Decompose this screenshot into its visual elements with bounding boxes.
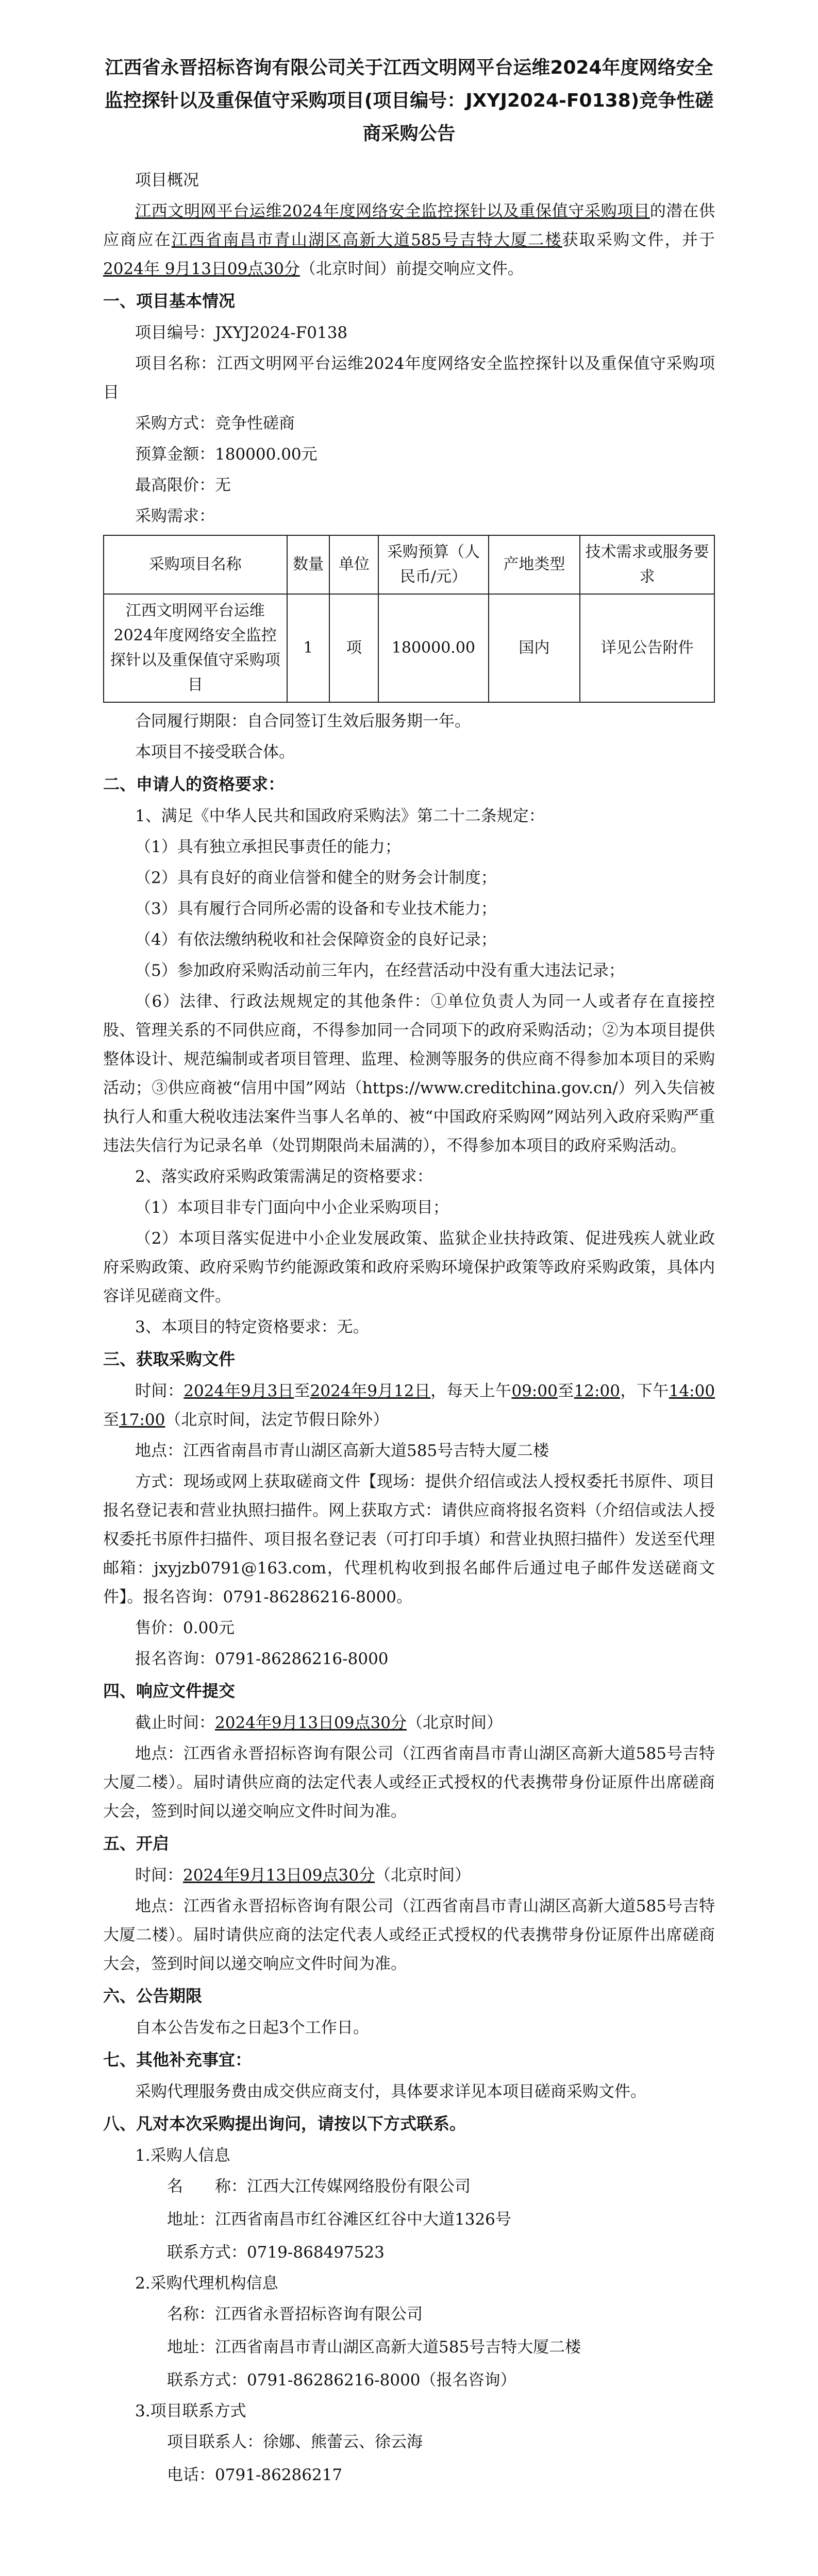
supplementary-info: 采购代理服务费由成交供应商支付，具体要求详见本项目磋商采购文件。	[135, 2082, 646, 2101]
requirements-table	[103, 535, 715, 703]
agent-address: 地址：江西省南昌市青山湖区高新大道585号吉特大厦二楼	[167, 2338, 581, 2357]
table-cell: 180000.00	[378, 594, 488, 702]
opening-time-a: 时间：	[135, 1866, 183, 1885]
table-header-cell: 数量	[287, 535, 330, 594]
section-5-heading: 五、开启	[103, 1834, 170, 1853]
qualification-1: 1、满足《中华人民共和国政府采购法》第二十二条规定：	[135, 807, 545, 825]
qualification-2a: （1）本项目非专门面向中小企业采购项目；	[135, 1198, 449, 1217]
table-cell: 江西文明网平台运维2024年度网络安全监控探针以及重保值守采购项目	[104, 594, 287, 702]
contact-people: 项目联系人：徐娜、熊蕾云、徐云海	[167, 2433, 423, 2451]
document-price: 售价：0.00元	[135, 1619, 235, 1637]
table-header-cell: 产地类型	[489, 535, 580, 594]
budget-amount: 预算金额：180000.00元	[135, 445, 318, 464]
table-cell: 国内	[489, 594, 580, 702]
table-header-cell: 技术需求或服务要求	[580, 535, 714, 594]
overview-label: 项目概况	[135, 171, 199, 190]
table-header-row	[104, 535, 714, 594]
acquire-time-k: 至	[103, 1411, 119, 1429]
qualification-3: 3、本项目的特定资格要求：无。	[135, 1318, 369, 1336]
consortium-note: 本项目不接受联合体。	[135, 743, 295, 761]
deadline-date: 2024年9月13日09点30分	[215, 1714, 407, 1732]
opening-time-c: （北京时间）	[374, 1866, 471, 1885]
overview-deadline: 2024年 9月13日09点30分	[103, 260, 300, 278]
overview-text	[103, 197, 715, 283]
needs-label: 采购需求：	[135, 507, 215, 526]
procurement-method: 采购方式：竞争性磋商	[135, 414, 295, 433]
acquire-time-c: 至	[294, 1382, 310, 1400]
section-7-heading: 七、其他补充事宜：	[103, 2050, 252, 2070]
table-cell: 项	[329, 594, 378, 702]
acquire-time-g: 至	[557, 1382, 574, 1400]
opening-place: 地点：江西省永晋招标咨询有限公司（江西省南昌市青山湖区高新大道585号吉特大厦二楼）。届时请供应商的法定代表人或经正式授权的代表携带身份证原件出席磋商大会，签到时间以递交响应文件时间为准。	[103, 1897, 715, 1973]
section-6-heading: 六、公告期限	[103, 1986, 203, 2006]
buyer-phone: 联系方式：0719-868497523	[167, 2243, 385, 2262]
opening-time	[103, 1861, 715, 1890]
qualification-item: （4）有依法缴纳税收和社会保障资金的良好记录；	[135, 930, 497, 949]
acquire-time-i: ，下午	[620, 1382, 669, 1400]
qualification-item: （5）参加政府采购活动前三年内，在经营活动中没有重大违法记录；	[135, 961, 625, 980]
table-cell: 1	[287, 594, 330, 702]
acquire-time-m: （北京时间，法定节假日除外）	[165, 1411, 389, 1429]
qualification-2: 2、落实政府采购政策需满足的资格要求：	[135, 1167, 433, 1186]
deadline-c: （北京时间）	[406, 1714, 503, 1732]
acquire-time-e: ，每天上午	[430, 1382, 512, 1400]
qualification-item: （2）具有良好的商业信誉和健全的财务会计制度；	[135, 869, 497, 887]
morning-end: 12:00	[574, 1382, 620, 1400]
acquire-place: 地点：江西省南昌市青山湖区高新大道585号吉特大厦二楼	[135, 1442, 549, 1460]
agent-name: 名称：江西省永晋招标咨询有限公司	[167, 2305, 423, 2324]
buyer-address: 地址：江西省南昌市红谷滩区红谷中大道1326号	[167, 2210, 511, 2229]
acquire-time	[103, 1377, 715, 1434]
max-price: 最高限价：无	[135, 476, 231, 495]
acquire-method: 方式：现场或网上获取磋商文件【现场：提供介绍信或法人授权委托书原件、项目报名登记表和营业执照扫描件。网上获取方式：请供应商将报名资料（介绍信或法人授权委托书原件扫描件、项目报名登记表（可打印手填）和营业执照扫描件）发送至代理邮箱：jxyjzb0791@163.com，代理机构收到报名邮件后通过电子邮件发送磋商文件】。报名咨询：0791-86286216-8000。	[103, 1472, 715, 1606]
buyer-name: 名 称：江西大江传媒网络股份有限公司	[167, 2177, 471, 2196]
opening-date: 2024年9月13日09点30分	[183, 1866, 375, 1885]
acquire-time-a: 时间：	[135, 1382, 184, 1400]
section-2-heading: 二、申请人的资格要求：	[103, 774, 285, 794]
section-8-heading: 八、凡对本次采购提出询问，请按以下方式联系。	[103, 2114, 466, 2133]
project-number: 项目编号：JXYJ2024-F0138	[135, 324, 348, 342]
qualification-item-6: （6）法律、行政法规规定的其他条件：①单位负责人为同一人或者存在直接控股、管理关系的不同供应商，不得参加同一合同项下的政府采购活动；②为本项目提供整体设计、规范编制或者项目管理、监理、检测等服务的供应商不得参加本项目的采购活动；③供应商被“信用中国”网站（https://www.creditchina.gov.cn/）列入失信被执行人和重大税收违法案件当事人名单的、被“中国政府采购网”网站列入政府采购严重违法失信行为记录名单（处罚期限尚未届满的），不得参加本项目的政府采购活动。	[103, 992, 715, 1155]
deadline-a: 截止时间：	[135, 1714, 215, 1732]
buyer-label: 1.采购人信息	[135, 2146, 230, 2165]
table-header-cell: 采购项目名称	[104, 535, 287, 594]
afternoon-end: 17:00	[119, 1411, 165, 1429]
submission-place: 地点：江西省永晋招标咨询有限公司（江西省南昌市青山湖区高新大道585号吉特大厦二楼）。届时请供应商的法定代表人或经正式授权的代表携带身份证原件出席磋商大会，签到时间以递交响应文件时间为准。	[103, 1744, 715, 1821]
overview-text-b: 的潜在供应商应在	[103, 202, 715, 249]
table-header-cell: 单位	[329, 535, 378, 594]
contact-label: 3.项目联系方式	[135, 2402, 246, 2420]
section-1-heading: 一、项目基本情况	[103, 291, 236, 311]
project-name: 项目名称：江西文明网平台运维2024年度网络安全监控探针以及重保值守采购项目	[103, 354, 715, 402]
morning-start: 09:00	[511, 1382, 558, 1400]
overview-text-f: （北京时间）前提交响应文件。	[299, 260, 524, 278]
table-row	[104, 594, 714, 702]
overview-place: 江西省南昌市青山湖区高新大道585号吉特大厦二楼	[171, 231, 562, 249]
contact-phone: 电话：0791-86286217	[167, 2466, 343, 2484]
page-title: 江西省永晋招标咨询有限公司关于江西文明网平台运维2024年度网络安全监控探针以及重保值守采购项目(项目编号：JXYJ2024-F0138)竞争性磋商采购公告	[104, 57, 714, 144]
section-4-heading: 四、响应文件提交	[103, 1681, 236, 1701]
notice-period: 自本公告发布之日起3个工作日。	[135, 2019, 369, 2037]
agent-label: 2.采购代理机构信息	[135, 2274, 278, 2293]
qualification-item: （1）具有独立承担民事责任的能力；	[135, 838, 401, 856]
registration-consult: 报名咨询：0791-86286216-8000	[135, 1650, 389, 1668]
contract-period: 合同履行期限：自合同签订生效后服务期一年。	[135, 712, 471, 731]
qualification-item: （3）具有履行合同所必需的设备和专业技术能力；	[135, 900, 497, 918]
table-cell: 详见公告附件	[580, 594, 714, 702]
afternoon-start: 14:00	[669, 1382, 715, 1400]
overview-text-d: 获取采购文件，并于	[562, 231, 715, 249]
table-header-cell: 采购预算（人民币/元）	[378, 535, 488, 594]
overview-project-name: 江西文明网平台运维2024年度网络安全监控探针以及重保值守采购项目	[135, 202, 650, 221]
acquire-end-date: 2024年9月12日	[310, 1382, 431, 1400]
qualification-2b: （2）本项目落实促进中小企业发展政策、监狱企业扶持政策、促进残疾人就业政府采购政策、政府采购节约能源政策和政府采购环境保护政策等政府采购政策，具体内容详见磋商文件。	[103, 1229, 715, 1306]
acquire-start-date: 2024年9月3日	[183, 1382, 294, 1400]
agent-phone: 联系方式：0791-86286216-8000（报名咨询）	[167, 2371, 516, 2389]
submission-deadline	[103, 1708, 715, 1737]
section-3-heading: 三、获取采购文件	[103, 1349, 236, 1369]
